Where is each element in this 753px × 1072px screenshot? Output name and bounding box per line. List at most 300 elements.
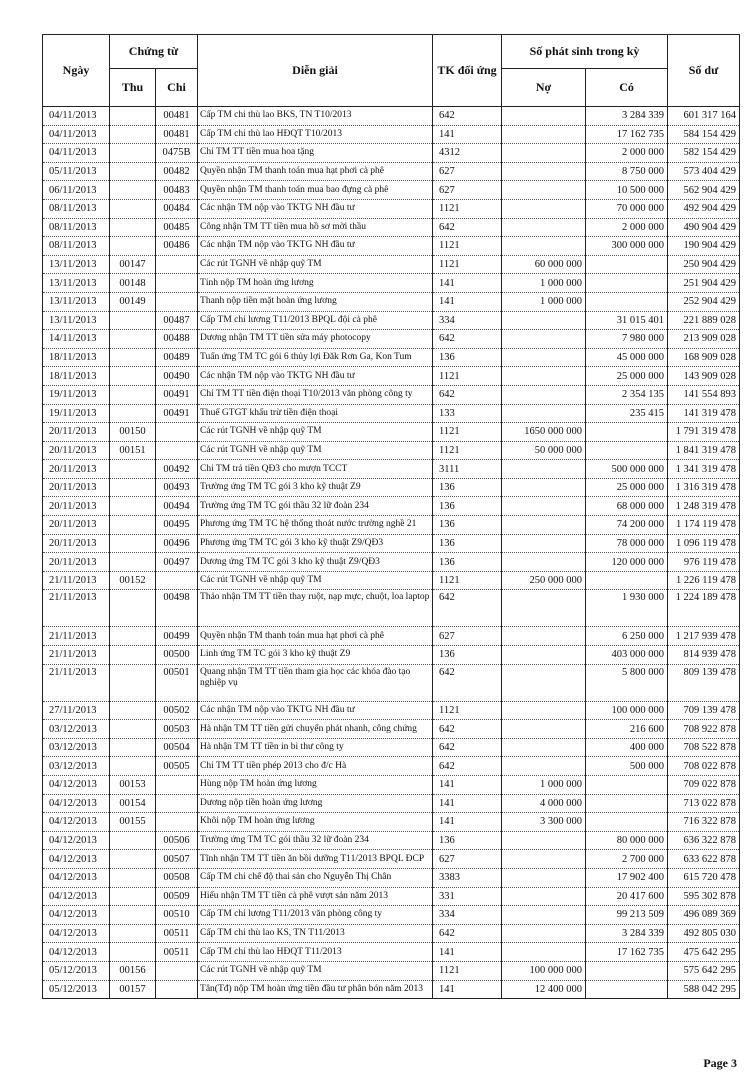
cell-co: 20 417 600 [586,887,668,906]
cell-thu: 00150 [110,423,156,442]
cell-co: 500 000 [586,757,668,776]
table-row [43,776,740,795]
cell-so-du: 601 317 164 [668,107,740,126]
table-row [43,423,740,442]
cell-co [586,255,668,274]
cell-date: 21/11/2013 [43,646,110,665]
cell-chi [156,274,198,293]
cell-no: 1650 000 000 [502,423,586,442]
cell-tk-doi-ung: 642 [433,720,502,739]
ledger-table [42,34,740,999]
cell-date: 05/12/2013 [43,980,110,999]
cell-chi [156,441,198,460]
cell-chi: 00492 [156,460,198,479]
cell-tk-doi-ung: 642 [433,218,502,237]
cell-date: 13/11/2013 [43,255,110,274]
cell-tk-doi-ung: 1121 [433,961,502,980]
cell-date: 13/11/2013 [43,292,110,311]
cell-no: 1 000 000 [502,292,586,311]
cell-tk-doi-ung: 141 [433,292,502,311]
cell-thu [110,348,156,367]
cell-co [586,776,668,795]
cell-thu [110,330,156,349]
cell-so-du: 475 642 295 [668,943,740,962]
cell-thu [110,478,156,497]
cell-chi: 00493 [156,478,198,497]
table-row [43,868,740,887]
cell-date: 19/11/2013 [43,404,110,423]
cell-thu [110,237,156,256]
cell-co [586,980,668,999]
table-row [43,274,740,293]
ledger-body [43,107,740,999]
cell-description: Hà nhận TM TT tiền in bì thư công ty [198,738,433,757]
table-row [43,813,740,832]
cell-so-du: 1 316 319 478 [668,478,740,497]
table-row [43,738,740,757]
cell-description: Hùng nộp TM hoàn ứng lương [198,776,433,795]
cell-description: Các rút TGNH về nhập quỹ TM [198,423,433,442]
cell-chi [156,961,198,980]
cell-so-du: 190 904 429 [668,237,740,256]
cell-no [502,701,586,720]
cell-description: Các rút TGNH về nhập quỹ TM [198,441,433,460]
cell-no [502,330,586,349]
cell-so-du: 496 089 369 [668,906,740,925]
header-tk-doi-ung: TK đối ứng [433,35,502,107]
cell-so-du: 716 322 878 [668,813,740,832]
cell-tk-doi-ung: 136 [433,516,502,535]
cell-so-du: 708 522 878 [668,738,740,757]
cell-description: Chi TM trả tiền QĐ3 cho mượn TCCT [198,460,433,479]
cell-no [502,757,586,776]
cell-thu [110,720,156,739]
cell-date: 06/11/2013 [43,181,110,200]
table-row [43,906,740,925]
table-row [43,144,740,163]
header-so-du: Số dư [668,35,740,107]
cell-tk-doi-ung: 141 [433,980,502,999]
cell-thu [110,924,156,943]
cell-chi: 00482 [156,162,198,181]
table-row [43,348,740,367]
cell-description: Tuấn ứng TM TC gói 6 thủy lợi Đăk Rơn Ga, Kon Tum [198,348,433,367]
cell-description: Thanh nộp tiền mặt hoàn ứng lương [198,292,433,311]
table-row [43,924,740,943]
cell-co: 25 000 000 [586,367,668,386]
cell-so-du: 615 720 478 [668,868,740,887]
cell-chi: 00505 [156,757,198,776]
cell-thu: 00156 [110,961,156,980]
cell-tk-doi-ung: 627 [433,627,502,646]
cell-no [502,516,586,535]
cell-description: Phương ứng TM TC gói 3 kho kỹ thuật Z9/QĐ3 [198,534,433,553]
cell-tk-doi-ung: 642 [433,924,502,943]
table-row [43,330,740,349]
cell-date: 20/11/2013 [43,497,110,516]
header-chung-tu: Chứng từ [110,35,198,69]
cell-thu [110,311,156,330]
cell-chi: 00485 [156,218,198,237]
cell-so-du: 588 042 295 [668,980,740,999]
cell-tk-doi-ung: 1121 [433,255,502,274]
cell-description: Chi TM TT tiền điện thoại T10/2013 văn phòng công ty [198,385,433,404]
cell-chi: 00510 [156,906,198,925]
cell-co [586,794,668,813]
cell-date: 08/11/2013 [43,237,110,256]
cell-no [502,107,586,126]
cell-so-du: 584 154 429 [668,125,740,144]
cell-co: 17 162 735 [586,943,668,962]
cell-tk-doi-ung: 136 [433,831,502,850]
cell-chi: 00506 [156,831,198,850]
cell-date: 04/12/2013 [43,943,110,962]
cell-description: Dương nhận TM TT tiền sửa máy photocopy [198,330,433,349]
cell-so-du: 143 909 028 [668,367,740,386]
table-row [43,255,740,274]
cell-co [586,292,668,311]
table-row [43,292,740,311]
table-row [43,701,740,720]
header-chi: Chi [156,69,198,107]
cell-date: 18/11/2013 [43,367,110,386]
cell-tk-doi-ung: 642 [433,107,502,126]
cell-tk-doi-ung: 1121 [433,199,502,218]
cell-chi: 00507 [156,850,198,869]
cell-chi: 00489 [156,348,198,367]
cell-tk-doi-ung: 133 [433,404,502,423]
cell-thu [110,497,156,516]
cell-description: Hiếu nhận TM TT tiền cà phê vượt sản năm 2013 [198,887,433,906]
cell-description: Thảo nhận TM TT tiền thay ruột, nạp mực, chuột, loa laptop [198,590,433,627]
cell-chi: 00481 [156,125,198,144]
cell-so-du: 1 791 319 478 [668,423,740,442]
cell-thu [110,906,156,925]
cell-date: 04/11/2013 [43,125,110,144]
cell-co: 8 750 000 [586,162,668,181]
cell-co: 99 213 509 [586,906,668,925]
cell-tk-doi-ung: 642 [433,757,502,776]
cell-tk-doi-ung: 1121 [433,701,502,720]
cell-description: Các nhận TM nộp vào TKTG NH đầu tư [198,199,433,218]
cell-co: 70 000 000 [586,199,668,218]
table-row [43,571,740,590]
table-row [43,757,740,776]
table-row [43,627,740,646]
cell-date: 18/11/2013 [43,348,110,367]
cell-no [502,720,586,739]
cell-description: Các rút TGNH về nhập quỹ TM [198,961,433,980]
cell-so-du: 708 022 878 [668,757,740,776]
cell-thu [110,738,156,757]
cell-no [502,627,586,646]
cell-date: 21/11/2013 [43,571,110,590]
cell-no [502,144,586,163]
cell-thu [110,831,156,850]
table-row [43,311,740,330]
cell-no [502,311,586,330]
cell-no [502,460,586,479]
cell-chi: 00497 [156,553,198,572]
cell-so-du: 708 922 878 [668,720,740,739]
cell-tk-doi-ung: 1121 [433,237,502,256]
cell-so-du: 573 404 429 [668,162,740,181]
cell-thu [110,664,156,701]
cell-co: 68 000 000 [586,497,668,516]
cell-description: Cấp TM chi thù lao HĐQT T11/2013 [198,943,433,962]
cell-thu [110,181,156,200]
cell-so-du: 1 341 319 478 [668,460,740,479]
cell-description: Các rút TGNH về nhập quỹ TM [198,571,433,590]
cell-so-du: 976 119 478 [668,553,740,572]
cell-so-du: 141 554 893 [668,385,740,404]
cell-description: Cấp TM chi thù lao KS, TN T11/2013 [198,924,433,943]
cell-so-du: 709 139 478 [668,701,740,720]
cell-tk-doi-ung: 627 [433,850,502,869]
cell-description: Hà nhận TM TT tiền gửi chuyển phát nhanh, công chứng [198,720,433,739]
cell-description: Khôi nộp TM hoàn ứng lương [198,813,433,832]
cell-no [502,199,586,218]
cell-so-du: 213 909 028 [668,330,740,349]
cell-thu: 00154 [110,794,156,813]
cell-description: Quyền nhận TM thanh toán mua hạt phơi cà phê [198,162,433,181]
cell-description: Thuế GTGT khấu trừ tiền điện thoại [198,404,433,423]
cell-description: Quang nhận TM TT tiền tham gia học các khóa đào tạo nghiệp vụ [198,664,433,701]
cell-chi: 00503 [156,720,198,739]
cell-thu [110,553,156,572]
cell-description: Tĩnh nhận TM TT tiền ăn bồi dưỡng T11/2013 BPQL ĐCP [198,850,433,869]
cell-no [502,868,586,887]
cell-description: Dương nộp tiền hoàn ứng lương [198,794,433,813]
cell-date: 04/11/2013 [43,144,110,163]
cell-date: 03/12/2013 [43,720,110,739]
cell-chi: 00491 [156,385,198,404]
table-row [43,831,740,850]
cell-chi: 00488 [156,330,198,349]
cell-co: 500 000 000 [586,460,668,479]
cell-so-du: 1 248 319 478 [668,497,740,516]
cell-description: Cấp TM chi thù lao BKS, TN T10/2013 [198,107,433,126]
cell-no [502,553,586,572]
table-row [43,367,740,386]
table-row [43,590,740,627]
cell-thu [110,943,156,962]
cell-thu: 00151 [110,441,156,460]
table-row [43,125,740,144]
cell-chi: 00483 [156,181,198,200]
table-row [43,516,740,535]
cell-no [502,237,586,256]
cell-so-du: 1 174 119 478 [668,516,740,535]
cell-thu [110,850,156,869]
cell-chi: 00500 [156,646,198,665]
table-row [43,218,740,237]
cell-thu: 00152 [110,571,156,590]
cell-thu [110,385,156,404]
cell-so-du: 141 319 478 [668,404,740,423]
cell-date: 21/11/2013 [43,664,110,701]
cell-thu [110,516,156,535]
cell-date: 04/12/2013 [43,887,110,906]
cell-so-du: 562 904 429 [668,181,740,200]
cell-date: 14/11/2013 [43,330,110,349]
cell-thu [110,534,156,553]
cell-co: 300 000 000 [586,237,668,256]
cell-description: Trường ứng TM TC gói thầu 32 lữ đoàn 234 [198,497,433,516]
cell-so-du: 1 226 119 478 [668,571,740,590]
cell-tk-doi-ung: 1121 [433,441,502,460]
cell-description: Chi TM TT tiền mua hoa tặng [198,144,433,163]
cell-no: 4 000 000 [502,794,586,813]
cell-description: Phương ứng TM TC hệ thống thoát nước trường nghề 21 [198,516,433,535]
cell-no [502,162,586,181]
cell-co: 80 000 000 [586,831,668,850]
cell-tk-doi-ung: 141 [433,274,502,293]
cell-so-du: 1 096 119 478 [668,534,740,553]
cell-so-du: 1 841 319 478 [668,441,740,460]
cell-chi [156,423,198,442]
cell-chi: 00494 [156,497,198,516]
cell-chi: 00491 [156,404,198,423]
cell-co: 31 015 401 [586,311,668,330]
cell-chi: 00509 [156,887,198,906]
cell-chi: 00484 [156,199,198,218]
cell-description: Cấp TM chi thù lao HĐQT T10/2013 [198,125,433,144]
table-row [43,646,740,665]
cell-date: 04/11/2013 [43,107,110,126]
cell-date: 04/12/2013 [43,868,110,887]
cell-no [502,534,586,553]
cell-thu [110,107,156,126]
table-row [43,961,740,980]
cell-so-du: 492 904 429 [668,199,740,218]
cell-date: 21/11/2013 [43,590,110,627]
cell-so-du: 490 904 429 [668,218,740,237]
cell-no [502,924,586,943]
cell-date: 20/11/2013 [43,478,110,497]
cell-date: 04/12/2013 [43,924,110,943]
cell-so-du: 221 889 028 [668,311,740,330]
cell-co: 2 354 135 [586,385,668,404]
cell-chi: 00511 [156,943,198,962]
cell-so-du: 252 904 429 [668,292,740,311]
cell-date: 20/11/2013 [43,423,110,442]
cell-date: 04/12/2013 [43,906,110,925]
cell-no [502,664,586,701]
cell-so-du: 713 022 878 [668,794,740,813]
cell-chi: 00504 [156,738,198,757]
cell-tk-doi-ung: 4312 [433,144,502,163]
cell-no [502,497,586,516]
cell-so-du: 1 224 189 478 [668,590,740,627]
cell-tk-doi-ung: 136 [433,497,502,516]
cell-chi: 00499 [156,627,198,646]
cell-chi: 00511 [156,924,198,943]
cell-date: 20/11/2013 [43,553,110,572]
cell-date: 04/12/2013 [43,831,110,850]
cell-thu: 00153 [110,776,156,795]
cell-tk-doi-ung: 1121 [433,367,502,386]
table-row [43,553,740,572]
cell-no [502,348,586,367]
cell-thu [110,404,156,423]
cell-co [586,441,668,460]
cell-date: 05/12/2013 [43,961,110,980]
cell-chi: 00495 [156,516,198,535]
cell-chi: 00508 [156,868,198,887]
cell-tk-doi-ung: 136 [433,534,502,553]
cell-no [502,590,586,627]
cell-tk-doi-ung: 627 [433,181,502,200]
cell-chi: 00481 [156,107,198,126]
cell-thu [110,460,156,479]
cell-thu [110,218,156,237]
cell-description: Dương ứng TM TC gói 3 kho kỹ thuật Z9/QĐ3 [198,553,433,572]
cell-date: 04/12/2013 [43,794,110,813]
cell-description: Quyền nhận TM thanh toán mua hạt phơi cà phê [198,627,433,646]
cell-tk-doi-ung: 642 [433,664,502,701]
cell-description: Tân(Tđ) nộp TM hoàn ứng tiền đầu tư phân bón năm 2013 [198,980,433,999]
table-row [43,887,740,906]
cell-chi: 00498 [156,590,198,627]
cell-date: 27/11/2013 [43,701,110,720]
cell-chi [156,292,198,311]
cell-tk-doi-ung: 136 [433,348,502,367]
cell-chi: 00502 [156,701,198,720]
cell-so-du: 633 622 878 [668,850,740,869]
cell-tk-doi-ung: 642 [433,330,502,349]
cell-no [502,478,586,497]
cell-no [502,385,586,404]
table-row [43,980,740,999]
cell-co: 400 000 [586,738,668,757]
cell-no [502,906,586,925]
cell-co: 1 930 000 [586,590,668,627]
cell-co: 3 284 339 [586,924,668,943]
cell-co: 5 800 000 [586,664,668,701]
cell-no [502,850,586,869]
cell-chi: 0475B [156,144,198,163]
cell-tk-doi-ung: 334 [433,906,502,925]
cell-chi: 00490 [156,367,198,386]
cell-tk-doi-ung: 136 [433,553,502,572]
cell-chi: 00486 [156,237,198,256]
cell-date: 19/11/2013 [43,385,110,404]
cell-tk-doi-ung: 141 [433,776,502,795]
cell-tk-doi-ung: 141 [433,125,502,144]
cell-co [586,961,668,980]
table-row [43,107,740,126]
cell-description: Các nhận TM nộp vào TKTG NH đầu tư [198,237,433,256]
cell-thu: 00147 [110,255,156,274]
cell-co: 78 000 000 [586,534,668,553]
cell-co: 2 000 000 [586,218,668,237]
header-dien-giai: Diễn giải [198,35,433,107]
cell-no [502,943,586,962]
cell-no [502,367,586,386]
cell-co: 6 250 000 [586,627,668,646]
header-no: Nợ [502,69,586,107]
cell-date: 03/12/2013 [43,757,110,776]
cell-tk-doi-ung: 1121 [433,423,502,442]
cell-description: Tính nộp TM hoàn ứng lương [198,274,433,293]
cell-description: Công nhận TM TT tiền mua hồ sơ mời thầu [198,218,433,237]
cell-date: 03/12/2013 [43,738,110,757]
cell-tk-doi-ung: 136 [433,646,502,665]
cell-tk-doi-ung: 1121 [433,571,502,590]
cell-thu [110,199,156,218]
cell-so-du: 251 904 429 [668,274,740,293]
